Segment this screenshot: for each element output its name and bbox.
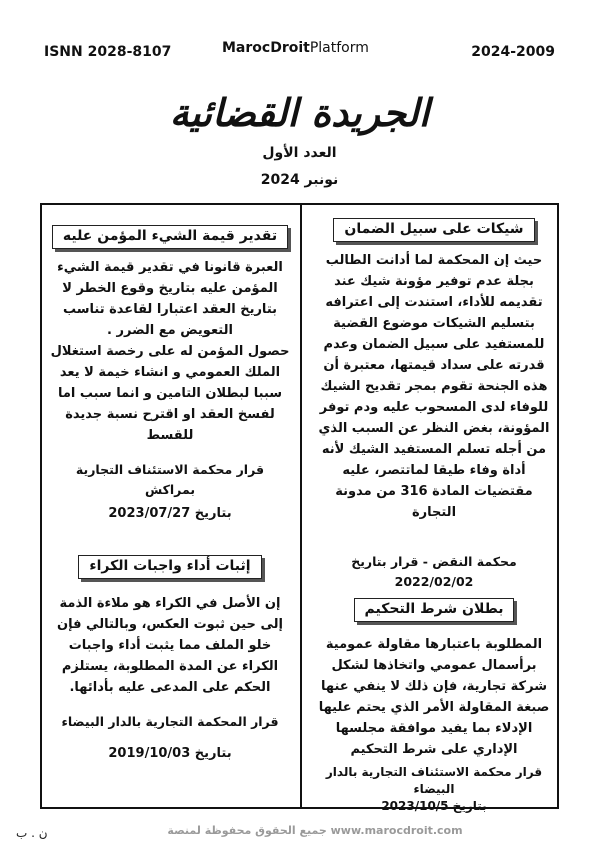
article-body: العبرة قانونا في تقدير قيمة الشيء المؤمن عليه بتاريخ وقوع الخطر لا بتاريخ العقد اعتبارا لقاعدة تناسب التعويض مع الضرر . — [57, 260, 283, 338]
issn: ISNN 2028-8107 — [44, 44, 172, 60]
court-reference: قرار محكمة الاستئناف التجارية بمراكش — [75, 462, 265, 497]
left-article-2 — [50, 555, 290, 761]
court-date: بتاريخ 2023/10/5 — [381, 799, 487, 813]
right-rule — [557, 203, 559, 809]
article-title: شيكات على سبيل الضمان — [333, 218, 534, 242]
center-rule — [300, 203, 302, 809]
brand-light: Platform — [309, 40, 369, 56]
date-prefix: بتاريخ — [194, 746, 232, 761]
brand-bold: MarocDroit — [222, 40, 310, 56]
left-column — [50, 225, 290, 521]
court-reference: محكمة النقض - قرار بتاريخ 2022/02/02 — [351, 554, 517, 589]
right-column — [318, 218, 550, 523]
footer-rights: www.marocdroit.com جميع الحقوق محفوظة لمنصة — [167, 824, 463, 837]
article-title: بطلان شرط التحكيم — [354, 598, 515, 622]
court-date — [50, 506, 290, 521]
issue-number: العدد الأول — [262, 145, 337, 161]
top-line — [0, 40, 599, 70]
date-prefix: بتاريخ — [194, 506, 232, 521]
brand — [222, 40, 369, 56]
article-title: إثبات أداء واجبات الكراء — [78, 555, 261, 579]
years: 2024-2009 — [471, 44, 555, 60]
court-date — [50, 746, 290, 761]
masthead: الجريدة القضائية — [169, 90, 430, 135]
page-mark: ن . ب — [16, 826, 48, 840]
article-title: تقدير قيمة الشيء المؤمن عليه — [52, 225, 288, 249]
court-reference: قرار محكمة الاستئناف التجارية بالدار البيضاء — [325, 765, 543, 796]
right-article-2 — [318, 598, 550, 815]
article-body-2: حصول المؤمن له على رخصة استغلال الملك العمومي و انشاء خيمة لا يعد سببا لبطلان التامين و انما سبب اما لفسخ العقد او اقترح نسبة جديدة للقسط — [50, 344, 290, 443]
article-body: المطلوبة باعتبارها مقاولة عمومية برأسمال عمومي واتخاذها لشكل شركة تجارية، فإن ذلك لا ينفي عنها صبغة المقاولة الأمر الذي يحتم عليها الإدلاء بما يفيد موافقة مجلسها الإداري على شرط التحكيم — [318, 637, 550, 757]
date-value: 2023/07/27 — [108, 506, 191, 521]
article-body: إن الأصل في الكراء هو ملاءة الذمة إلى حين ثبوت العكس، وبالتالي فإن خلو الملف مما يثبت أداء واجبات الكراء عن المدة المطلوبة، يستلزم الحكم على المدعى عليه بأدائها. — [57, 596, 283, 695]
court-reference: قرار المحكمة التجارية بالدار البيضاء — [61, 714, 279, 729]
issue-date: نونبر 2024 — [260, 172, 339, 188]
left-rule — [40, 203, 42, 809]
right-court-1 — [318, 552, 550, 592]
article-body: حيث إن المحكمة لما أدانت الطالب بجلة عدم توفير مؤونة شيك عند تقديمه للأداء، استندت إلى اعترافه بتسليم الشيكات موضوع القضية للمستفيد على سبيل الضمان وعدم قدرته على سداد قيمتها، معتبرة أن هذه الجنحة تقوم بمجر تقديح الشيك للوفاء لدى المسحوب عليه ودم توفر المؤونة، بغض النظر عن السبب الذي من أجله تسلم المستفيد الشيك لأنه أداة وفاء طيقا لماتتصر، عليه مقتضيات المادة 316 من مدونة التجارة — [318, 253, 550, 520]
date-value: 2019/10/03 — [108, 746, 191, 761]
